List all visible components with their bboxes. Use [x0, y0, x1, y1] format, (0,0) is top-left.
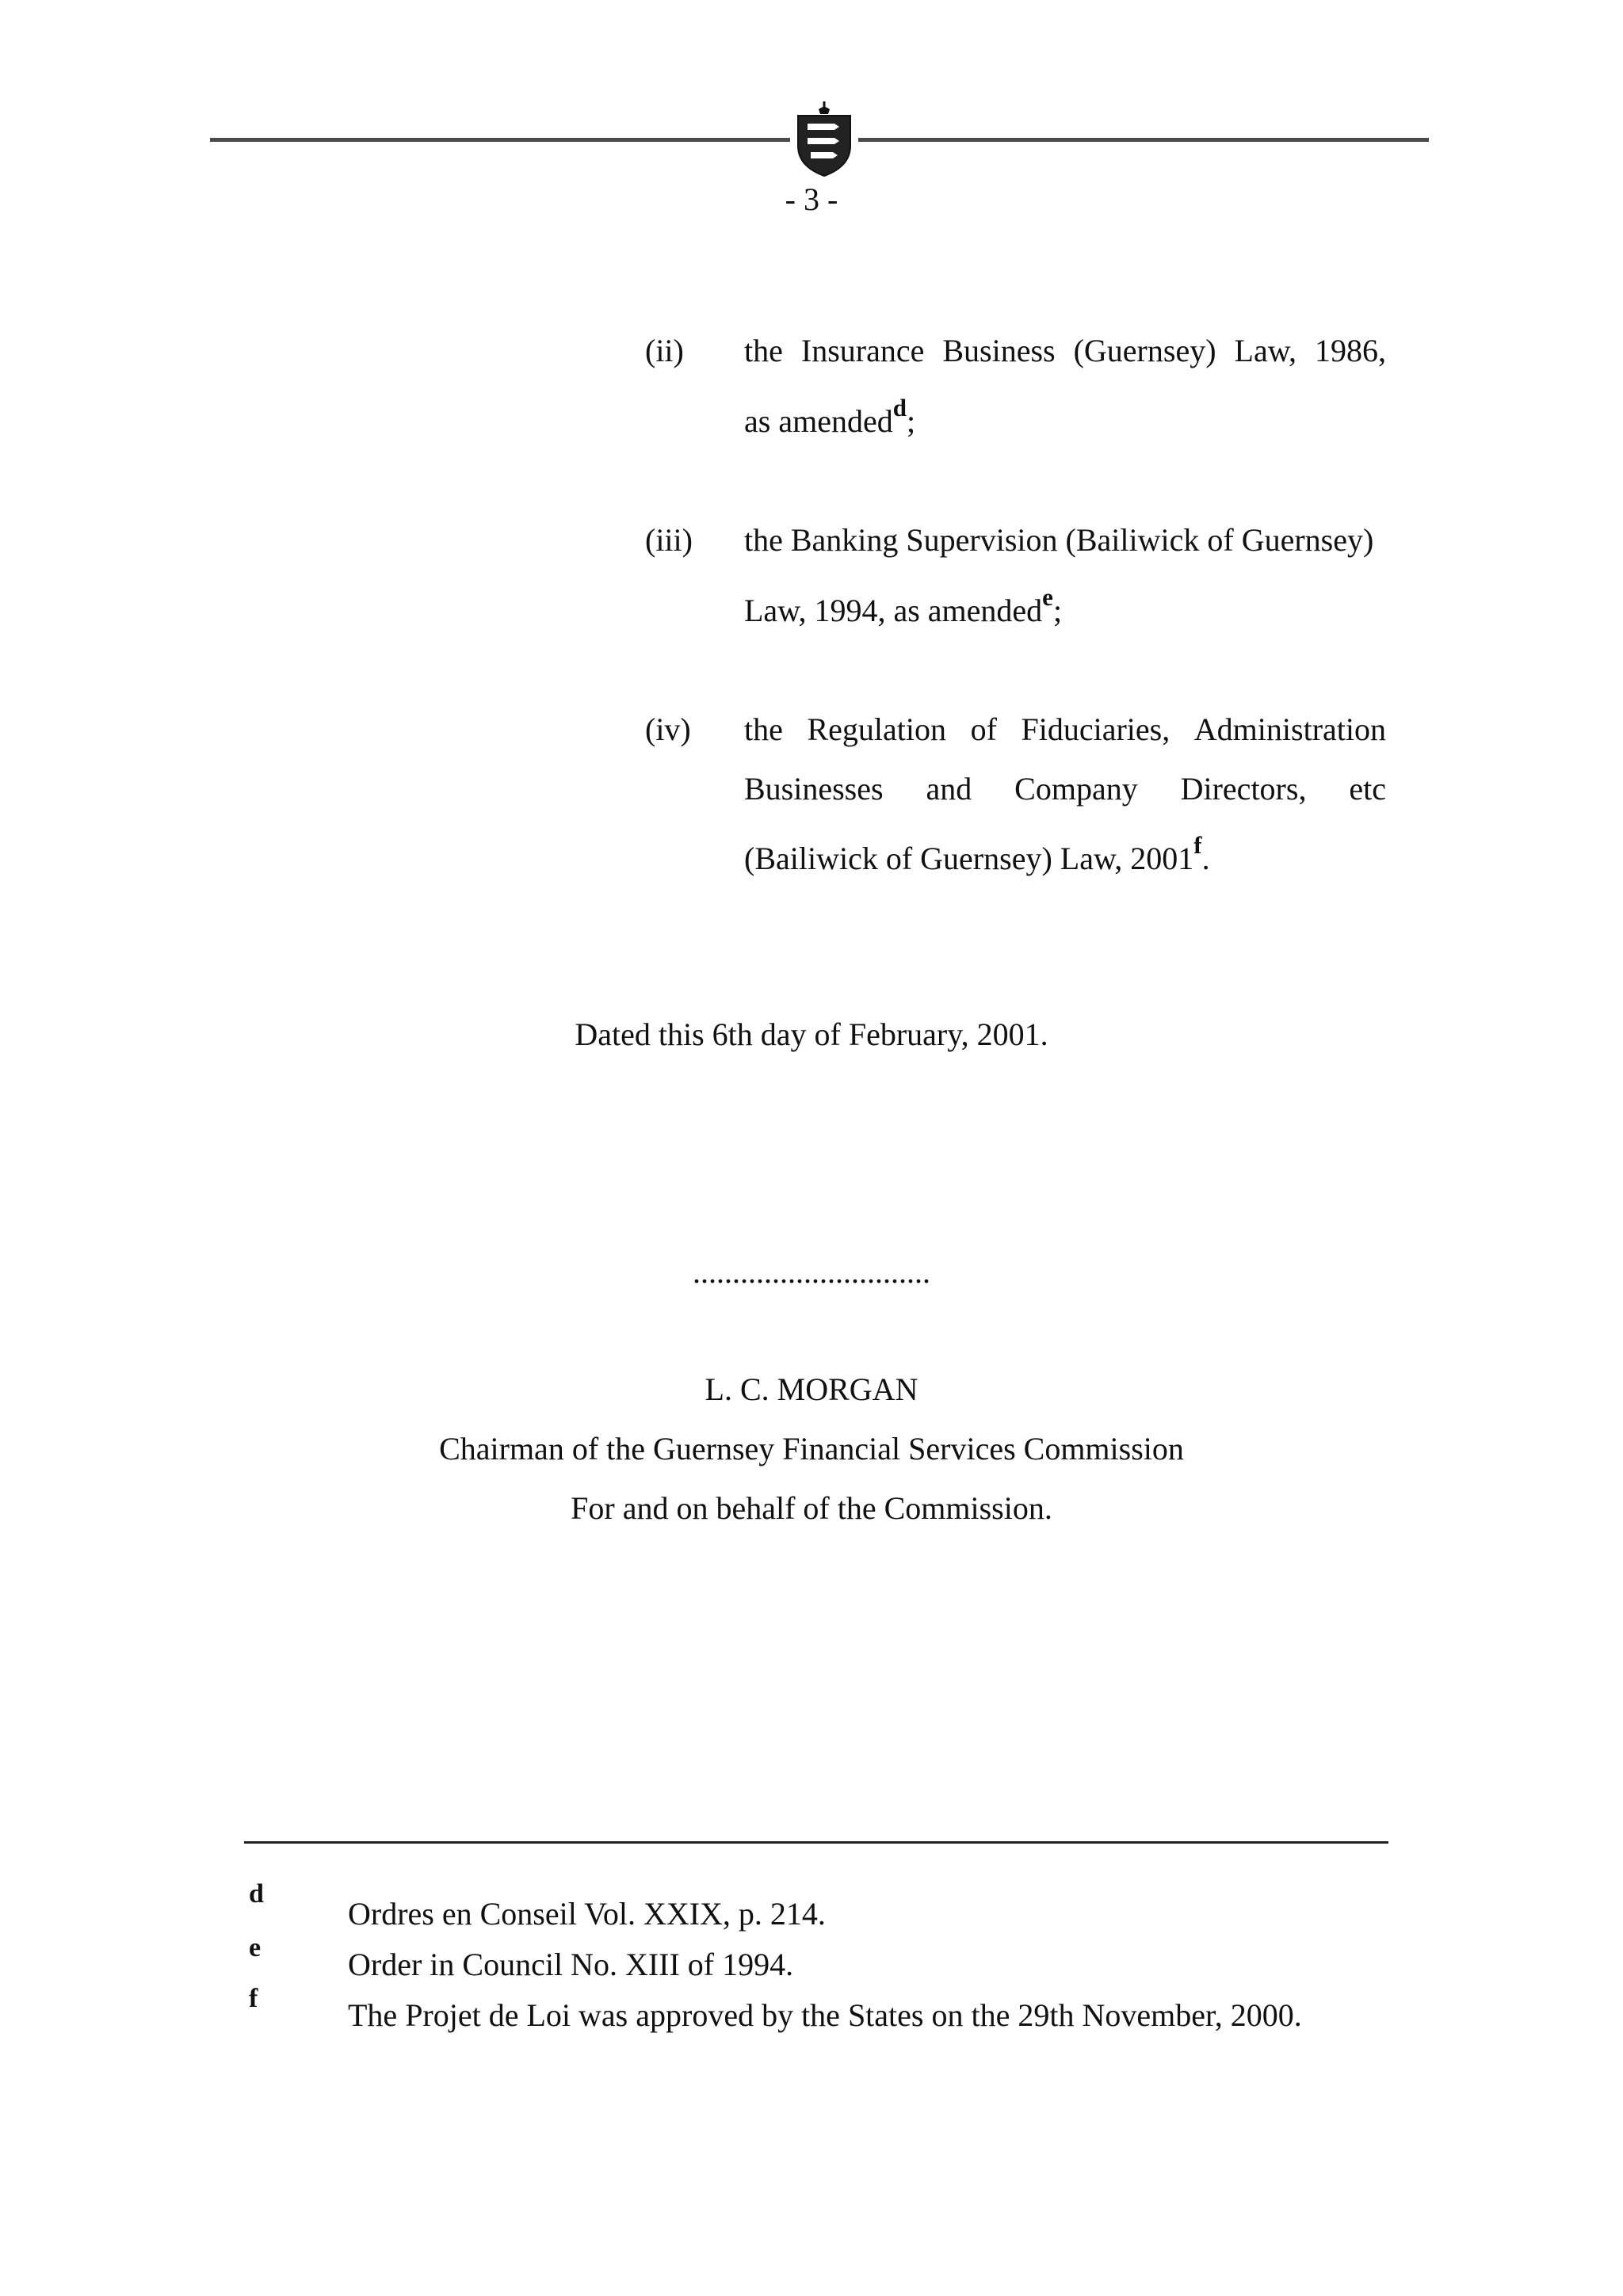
word: Regulation: [807, 711, 946, 747]
item-number: (iv): [645, 711, 691, 747]
word: the: [744, 333, 783, 368]
word: 1986,: [1315, 333, 1386, 368]
item-number: (ii): [645, 333, 684, 368]
footnote-ref: f: [1193, 830, 1202, 859]
word: and: [926, 771, 972, 807]
signature-dots: ..............................: [693, 1254, 930, 1290]
footnote-text: Ordres en Conseil Vol. XXIX, p. 214.: [348, 1896, 826, 1932]
word: Insurance: [800, 333, 925, 368]
word: Businesses: [744, 771, 884, 807]
word: Company: [1014, 771, 1138, 807]
item-line: Law, 1994, as amended$^e$;: [744, 582, 1063, 628]
word: the: [744, 711, 783, 747]
word: of: [970, 711, 997, 747]
word: (Guernsey): [1073, 333, 1216, 368]
item-line: [744, 332, 1386, 369]
footnote-mark: f: [249, 1984, 258, 2013]
item-line: (Bailiwick of Guernsey) Law, 2001$^f$.: [744, 830, 1210, 876]
footnote-rule: [244, 1841, 1388, 1844]
footnote-text: Order in Council No. XIII of 1994.: [348, 1947, 794, 1982]
footnote-mark: e: [249, 1933, 262, 1962]
word: etc: [1349, 771, 1386, 807]
word: Fiduciaries,: [1021, 711, 1170, 747]
footnote-ref: e: [1042, 582, 1053, 611]
word: Law,: [1234, 333, 1296, 368]
word: Business: [942, 333, 1056, 368]
footnote-text: The Projet de Loi was approved by the States on the 29th November, 2000.: [348, 1997, 1302, 2033]
word: Administration: [1193, 711, 1386, 747]
item-line: [744, 770, 1386, 807]
header-rule-left: [210, 138, 790, 142]
signatory-title: Chairman of the Guernsey Financial Services Commission: [439, 1431, 1184, 1466]
item-line: as amended$^d$;: [744, 393, 916, 439]
signatory-name: L. C. MORGAN: [705, 1371, 918, 1407]
signatory-behalf: For and on behalf of the Commission.: [571, 1490, 1052, 1526]
item-number: (iii): [645, 522, 693, 558]
word: Directors,: [1180, 771, 1307, 807]
footnote-mark: d: [249, 1879, 264, 1909]
page-number: - 3 -: [785, 181, 838, 217]
header-rule-right: [858, 138, 1429, 142]
item-line: the Banking Supervision (Bailiwick of Guernsey): [744, 522, 1374, 558]
guernsey-crest-icon: [790, 101, 858, 177]
footnote-ref: d: [892, 393, 907, 421]
item-line: [744, 711, 1386, 748]
dated-line: Dated this 6th day of February, 2001.: [575, 1016, 1048, 1052]
